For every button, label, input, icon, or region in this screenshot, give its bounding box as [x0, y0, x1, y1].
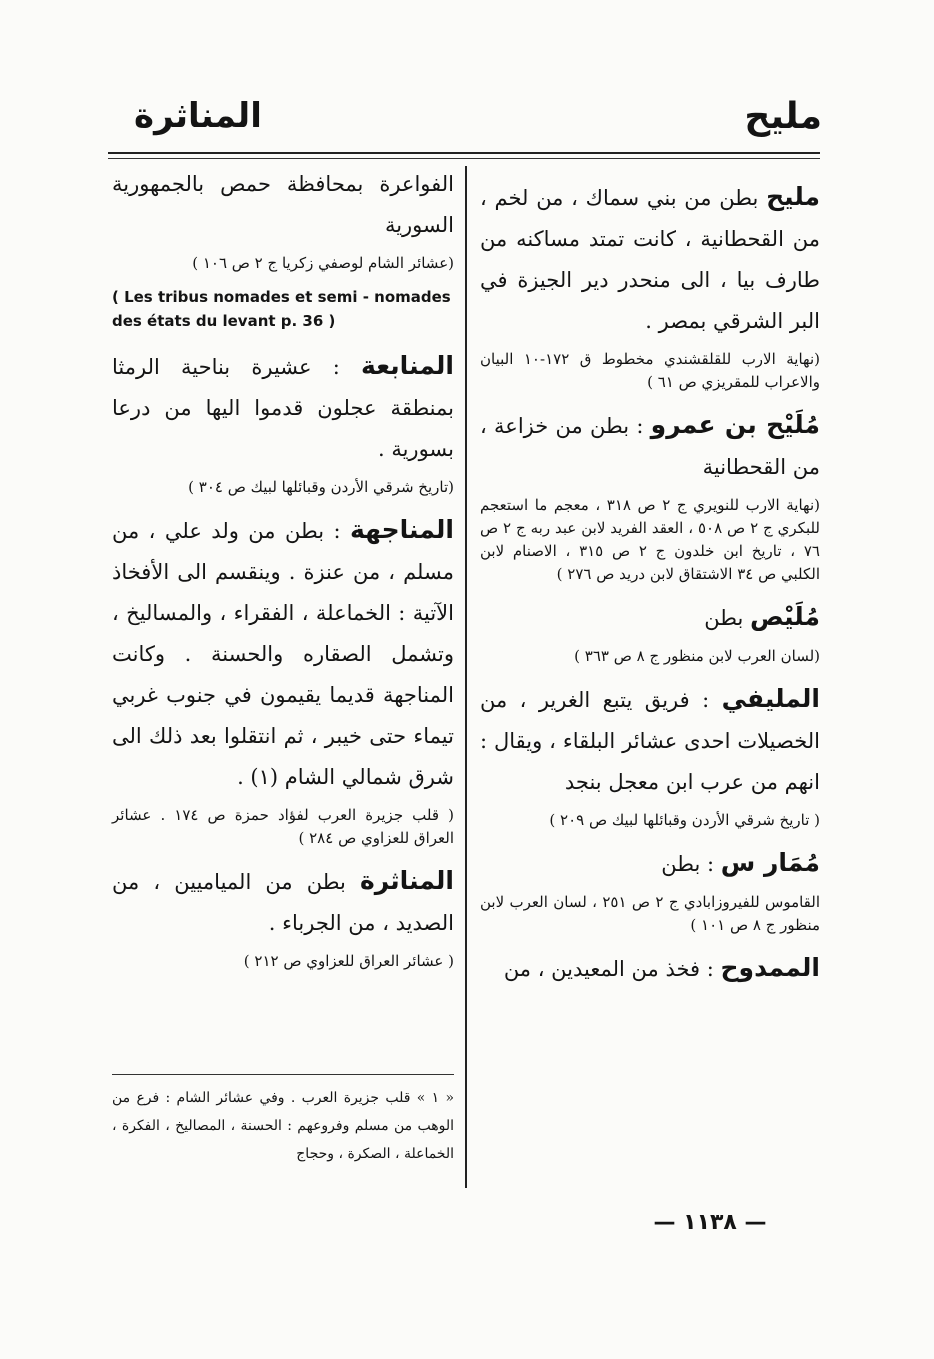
page-number: — ١١٣٨ —: [653, 1210, 767, 1235]
entry-source: (نهاية الارب للنويري ج ٢ ص ٣١٨ ، معجم ما استعجم للبكري ج ٢ ص ٥٠٨ ، العقد الفريد لابن عبد ربه ج ٢ ص ٧٦ ، تاريخ ابن خلدون ج ٢ ص ٣١٥ ، الاصنام لابن الكلبي ص ٣٤ الاشتقاق لابن دريد ص ٢٧٦ ): [480, 496, 821, 583]
dictionary-entry: [112, 860, 454, 973]
entry-source: ( تاريخ شرقي الأردن وقبائلها لبيك ص ٢٠٩ ): [549, 811, 820, 829]
entry-source: (لسان العرب لابن منظور ج ٨ ص ٣٦٣ ): [574, 647, 820, 665]
entry-headword: المليفي: [721, 684, 820, 713]
entry-latin-source: ( Les tribus nomades et semi - nomades des états du levant p. 36 ): [112, 288, 451, 330]
left-column: [112, 164, 454, 983]
dictionary-entry: [480, 842, 820, 937]
entry-text: : فريق يتبع الغرير ، من الخصيلات احدى عشائر البلقاء ، ويقال : انهم من عرب ابن معجل بنجد: [480, 688, 820, 794]
entry-headword: المناجهة: [349, 515, 454, 544]
dictionary-entry: [480, 404, 820, 586]
entry-headword: مُلَيْص: [750, 602, 820, 631]
entry-text: : فخذ من المعيدين ، من: [503, 957, 714, 981]
entry-source: القاموس للفيروزابادي ج ٢ ص ٢٥١ ، لسان العرب لابن منظور ج ٨ ص ١٠١ ): [480, 893, 821, 934]
running-header-right: مليح: [744, 96, 822, 137]
running-header-left: المناثرة: [134, 96, 262, 136]
column-divider: [465, 166, 467, 1188]
entry-text: : عشيرة بناحية الرمثا بمنطقة عجلون قدموا اليها من درعا بسورية .: [112, 355, 454, 461]
entry-source: (تاريخ شرقي الأردن وقبائلها لبيك ص ٣٠٤ ): [188, 478, 454, 496]
entry-text: بطن من بني سماك ، من لخم ، من القحطانية ، كانت تمتد مساكنه من طارف بيا ، الى منحدر دير الجيزة في البر الشرقي بمصر .: [480, 186, 820, 333]
footnote-rule: [112, 1074, 454, 1075]
entry-source: (نهاية الارب للقلقشندي مخطوط ق ١٧٢-١٠ البيان والاعراب للمقريزي ص ٦١ ): [480, 350, 820, 391]
entry-source: ( عشائر العراق للعزاوي ص ٢١٢ ): [243, 952, 454, 970]
entry-headword: المناثرة: [359, 866, 454, 895]
entry-headword: مُمَار س: [720, 848, 820, 877]
entry-text: الفواعرة بمحافظة حمص بالجمهورية السورية: [112, 172, 454, 237]
entry-text: بطن من المياميين ، من الصديد ، من الجرباء .: [112, 870, 454, 935]
header-rule: [108, 152, 820, 154]
entry-source: ( قلب جزيرة العرب لفؤاد حمزة ص ١٧٤ . عشائر العراق للعزاوي ص ٢٨٤ ): [112, 806, 454, 847]
entry-headword: المنابعة: [361, 351, 454, 380]
header-rule-thin: [108, 158, 820, 159]
entry-source: (عشائر الشام لوصفي زكريا ج ٢ ص ١٠٦ ): [192, 254, 454, 272]
entry-headword: مليح: [766, 182, 820, 211]
entry-text: : بطن من خزاعة ، من القحطانية: [480, 414, 820, 479]
dictionary-entry: [480, 678, 820, 832]
dictionary-entry: [480, 947, 820, 990]
right-column: [480, 176, 820, 996]
entry-text: : بطن: [661, 852, 715, 876]
dictionary-entry: [480, 596, 820, 668]
dictionary-entry: [112, 509, 454, 850]
dictionary-entry: [112, 345, 454, 499]
entry-text: : بطن من ولد علي ، من مسلم ، من عنزة . وينقسم الى الأفخاذ الآتية : الخماعلة ، الفقراء ، والمساليخ ، وتشمل الصقاره والحسنة . وكانت المناجهة قديما يقيمون في جنوب غربي تيماء حتى خيبر ، ثم انتقلوا بعد ذلك الى شرق شمالي الشام (١) .: [112, 519, 454, 789]
entry-text: بطن: [704, 606, 744, 630]
footnote: « ١ » قلب جزيرة العرب . وفي عشائر الشام : فرع من الوهب من مسلم وفروعهم : الحسنة ، المصاليخ ، الفكرة ، الخماعلة ، الصكرة ، وحجاج: [112, 1090, 455, 1162]
entry-headword: الممدوح: [720, 953, 820, 982]
dictionary-entry: [480, 176, 820, 394]
entry-headword: مُلَيْح بن عمرو: [650, 410, 820, 439]
dictionary-entry: [112, 164, 454, 333]
